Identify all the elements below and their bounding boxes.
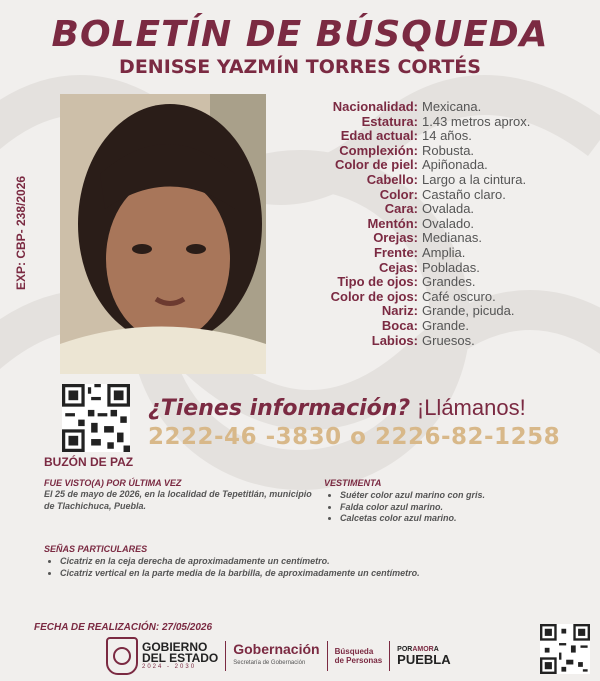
- attribute-row: [270, 158, 600, 173]
- clothing-item: • Falda color azul marino.: [340, 502, 594, 514]
- attribute-label: Cejas:: [378, 259, 418, 275]
- last-seen-text: El 25 de mayo de 2026, en la localidad de Tepetitlán, municipio de Tlachichuca, Puebla.: [44, 489, 312, 511]
- attribute-value: Amplia.: [422, 244, 466, 260]
- attribute-label: Labios:: [371, 332, 418, 348]
- person-name: DENISSE YAZMÍN TORRES CORTÉS: [119, 56, 481, 78]
- attribute-row: [270, 231, 600, 246]
- attribute-value: Grande, picuda.: [422, 303, 515, 319]
- attribute-value: Castaño claro.: [422, 186, 506, 202]
- busqueda-logo: Búsqueda de Personas: [334, 647, 383, 665]
- attribute-value: Medianas.: [422, 230, 482, 246]
- gobernacion-logo: Gobernación Secretaría de Gobernación: [233, 641, 320, 666]
- footer-qr-code-icon[interactable]: [540, 624, 590, 674]
- last-seen-section: [44, 478, 314, 512]
- buzon-label: BUZÓN DE PAZ: [44, 455, 134, 469]
- clothing-title: VESTIMENTA: [324, 478, 382, 488]
- clothing-item: • Calcetas color azul marino.: [340, 513, 594, 525]
- attribute-value: 14 años.: [422, 128, 472, 144]
- attribute-row: [270, 115, 600, 130]
- attribute-row: [270, 290, 600, 305]
- attribute-label: Cara:: [384, 201, 418, 217]
- attribute-value: Apiñonada.: [422, 157, 488, 173]
- attribute-value: Gruesos.: [422, 332, 475, 348]
- attribute-value: Largo a la cintura.: [422, 171, 527, 187]
- attribute-value: Grande.: [422, 317, 469, 333]
- attribute-value: Ovalado.: [422, 215, 475, 231]
- attribute-value: 1.43 metros aprox.: [422, 113, 531, 129]
- attribute-label: Tipo de ojos:: [337, 274, 418, 290]
- state-seal-icon: [106, 637, 138, 675]
- attribute-row: [270, 261, 600, 276]
- expediente-number: EXP: CBP- 238/2026: [14, 175, 28, 290]
- attribute-label: Complexión:: [339, 142, 418, 158]
- attribute-label: Color:: [379, 186, 418, 202]
- creation-date: FECHA DE REALIZACIÓN: 27/05/2026: [34, 622, 213, 633]
- last-seen-title: FUE VISTO(A) POR ÚLTIMA VEZ: [44, 478, 182, 488]
- attribute-row: [270, 202, 600, 217]
- attribute-value: Ovalada.: [422, 201, 475, 217]
- attribute-row: [270, 100, 600, 115]
- clothing-item: • Suéter color azul marino con gris.: [340, 490, 594, 502]
- attribute-value: Grandes.: [422, 274, 476, 290]
- attribute-row: [270, 188, 600, 203]
- info-prompt: [148, 394, 526, 422]
- attribute-label: Edad actual:: [340, 128, 418, 144]
- attribute-label: Estatura:: [361, 113, 418, 129]
- marks-item: • Cicatriz vertical en la parte media de la barbilla, de aproximadamente un centímetro.: [60, 568, 564, 580]
- por-amor-puebla-logo: PORAMORA PUEBLA: [397, 646, 451, 667]
- attribute-row: [270, 334, 600, 349]
- attribute-value: Pobladas.: [422, 259, 480, 275]
- divider: [225, 641, 226, 671]
- attribute-value: Café oscuro.: [422, 288, 496, 304]
- attribute-row: [270, 144, 600, 159]
- attribute-row: [270, 275, 600, 290]
- gobierno-logo: GOBIERNO DEL ESTADO 2024 - 2030: [142, 640, 219, 670]
- attribute-row: [270, 217, 600, 232]
- qr-code-icon[interactable]: [62, 384, 130, 452]
- attribute-row: [270, 173, 600, 188]
- attribute-label: Mentón:: [367, 215, 418, 231]
- attribute-row: [270, 129, 600, 144]
- attribute-value: Mexicana.: [422, 99, 482, 114]
- attribute-label: Frente:: [373, 244, 418, 260]
- marks-section: [44, 544, 564, 579]
- question-text: ¿Tienes información?: [148, 396, 411, 421]
- divider: [327, 641, 328, 671]
- marks-item: • Cicatriz en la ceja derecha de aproximadamente un centímetro.: [60, 556, 564, 568]
- attribute-label: Boca:: [381, 317, 418, 333]
- call-text: ¡Llámanos!: [416, 395, 526, 420]
- attribute-value: Robusta.: [422, 142, 475, 158]
- attribute-label: Color de ojos:: [330, 288, 418, 304]
- attribute-label: Cabello:: [366, 171, 418, 187]
- marks-title: SEÑAS PARTICULARES: [44, 544, 148, 554]
- attribute-label: Color de piel:: [334, 157, 418, 173]
- attribute-label: Nariz:: [381, 303, 418, 319]
- footer-logos: [106, 636, 451, 676]
- phone-numbers[interactable]: 2222-46 -3830 o 2226-82-1258: [148, 424, 561, 450]
- person-photo: [60, 94, 266, 374]
- clothing-section: [324, 478, 594, 525]
- attributes-list: [270, 100, 600, 348]
- page-title: BOLETÍN DE BÚSQUEDA: [51, 14, 549, 55]
- attribute-label: Orejas:: [373, 230, 418, 246]
- attribute-row: [270, 319, 600, 334]
- attribute-row: [270, 246, 600, 261]
- attribute-label: Nacionalidad:: [332, 99, 418, 114]
- attribute-row: [270, 304, 600, 319]
- divider: [389, 641, 390, 671]
